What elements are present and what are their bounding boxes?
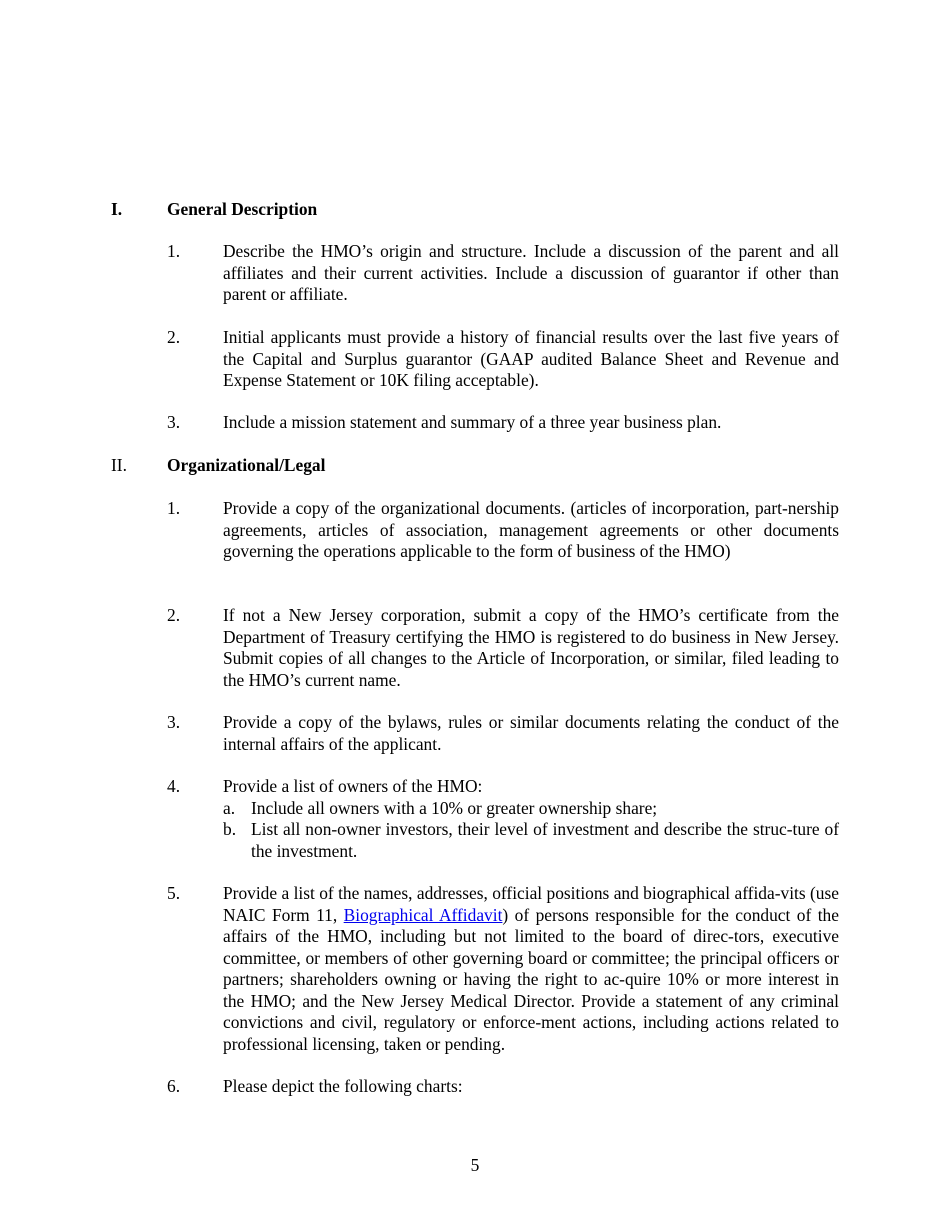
- page-number: 5: [470, 1155, 480, 1175]
- item-number: 2.: [167, 605, 181, 625]
- section-heading-general-description: [111, 199, 841, 221]
- sub-item-letter: a.: [223, 797, 236, 818]
- sub-item: [223, 819, 839, 862]
- item-number: 3.: [167, 712, 181, 732]
- item-text: Please depict the following charts:: [223, 1076, 463, 1096]
- item-text: Provide a list of owners of the HMO:: [223, 776, 483, 796]
- item-number: 1.: [167, 241, 181, 261]
- item-text-block: [223, 776, 839, 862]
- section-title: General Description: [167, 199, 318, 219]
- item-text: If not a New Jersey corporation, submit a copy of the HMO’s certificate from the Department of Treasury certifying the HMO is registered to do business in New Jersey. Submit copies of all changes to the Article of Incorporation, or similar, filed leading to the HMO’s current name.: [223, 605, 839, 690]
- item-text: Provide a copy of the bylaws, rules or similar documents relating the conduct of the internal affairs of the applicant.: [223, 712, 839, 754]
- item-number: 2.: [167, 327, 181, 347]
- item-text: [223, 883, 839, 1055]
- item-text: Provide a copy of the organizational documents. (articles of incorporation, part-nership agreements, articles of association, management agreements or other documents governing the operations applicable to the form of business of the HMO): [223, 498, 839, 561]
- item-number: 5.: [167, 883, 181, 903]
- item-text: Include a mission statement and summary of a three year business plan.: [223, 412, 722, 432]
- section-title: Organizational/Legal: [167, 455, 326, 475]
- section-numeral: II.: [111, 455, 127, 475]
- sub-item-text: List all non-owner investors, their level of investment and describe the struc-ture of the investment.: [251, 819, 839, 861]
- sub-item-text: Include all owners with a 10% or greater ownership share;: [251, 797, 658, 818]
- item-text: Describe the HMO’s origin and structure. Include a discussion of the parent and all affiliates and their current activities. Include a discussion of guarantor if other than parent or affiliate.: [223, 241, 839, 304]
- item-text-after-link: ) of persons responsible for the conduct of the affairs of the HMO, including but not limited to the board of direc-tors, executive committee, or members of other governing board or committee; the principal officers or partners; shareholders owning or having the right to ac-quire 10% or more interest in the HMO; and the New Jersey Medical Director. Provide a statement of any criminal convictions and civil, regulatory or enforce-ment actions, including actions related to professional licensing, taken or pending.: [223, 904, 839, 1054]
- item-text: Initial applicants must provide a history of financial results over the last five years of the Capital and Surplus guarantor (GAAP audited Balance Sheet and Revenue and Expense Statement or 10K filing acceptable).: [223, 327, 839, 390]
- item-number: 1.: [167, 498, 181, 518]
- section-heading-organizational-legal: [111, 455, 841, 477]
- biographical-affidavit-link[interactable]: Biographical Affidavit: [343, 904, 503, 925]
- section-numeral: I.: [111, 199, 123, 219]
- item-number: 4.: [167, 776, 181, 796]
- item-number: 6.: [167, 1076, 181, 1096]
- item-text-before-link: Provide a list of the names, addresses, official positions and biographical affida-vits (use NAIC Form 11,: [223, 883, 839, 925]
- item-number: 3.: [167, 412, 181, 432]
- sub-item: [223, 798, 839, 820]
- sub-item-letter: b.: [223, 819, 237, 839]
